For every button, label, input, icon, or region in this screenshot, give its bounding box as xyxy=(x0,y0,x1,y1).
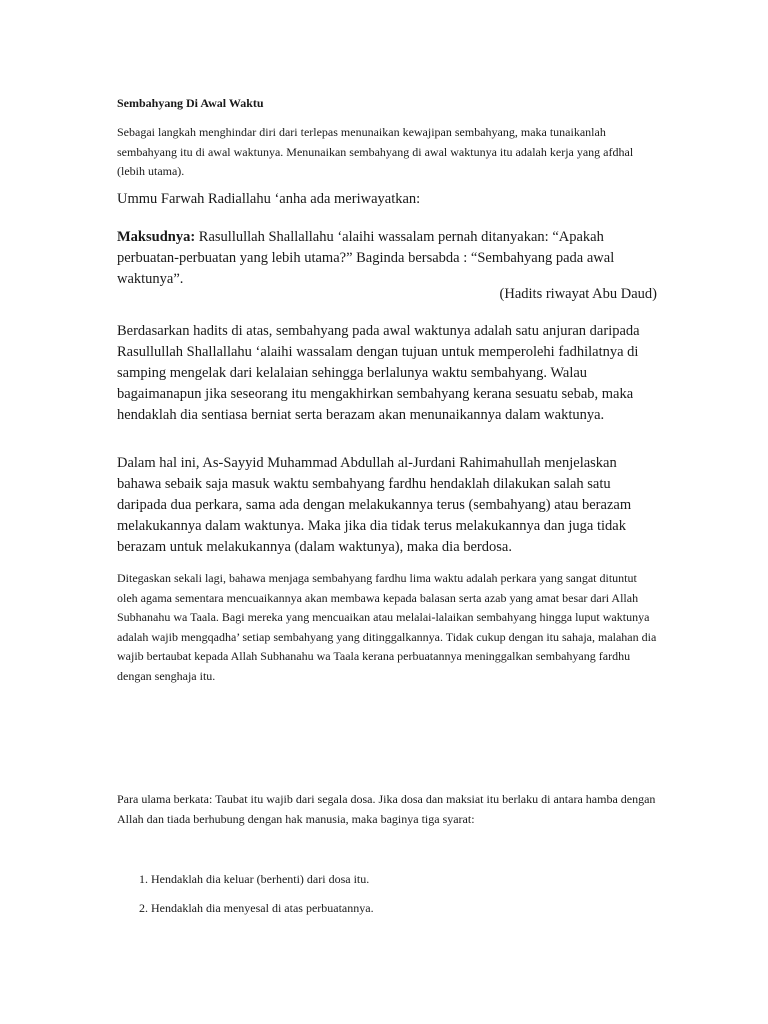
paragraph-2-block xyxy=(117,453,657,558)
paragraph-1: Berdasarkan hadits di atas, sembahyang pada awal waktunya adalah satu anjuran daripada Rasullullah Shallallahu ‘alaihi wassalam dengan tujuan untuk memperolehi fadhilatnya di samping mengelak dari kelalaian sehingga berlalunya waktu sembahyang. Walau bagaimanapun jika seseorang itu mengakhirkan sembahyang kerana sesuatu sebab, maka hendaklah dia sentiasa berniat serta berazam akan menunaikannya dalam waktunya. xyxy=(117,323,640,423)
hadith-source: (Hadits riwayat Abu Daud) xyxy=(499,286,657,302)
intro-block xyxy=(117,123,657,182)
paragraph-4: Para ulama berkata: Taubat itu wajib dari segala dosa. Jika dosa dan maksiat itu berlaku di antara hamba dengan Allah dan tiada berhubung dengan hak manusia, maka baginya tiga syarat: xyxy=(117,792,656,826)
list-item: 1. Hendaklah dia keluar (berhenti) dari dosa itu. xyxy=(139,872,370,886)
paragraph-3-block xyxy=(117,569,657,686)
hadith-source-block xyxy=(117,284,657,305)
paragraph-2: Dalam hal ini, As-Sayyid Muhammad Abdullah al-Jurdani Rahimahullah menjelaskan bahawa sebaik saja masuk waktu sembahyang fardhu hendaklah dilakukan salah satu daripada dua perkara, sama ada dengan melakukannya terus (sembahyang) atau berazam melakukannya dalam waktunya. Maka jika dia tidak terus melakukannya dan juga tidak berazam untuk melakukannya (dalam waktunya), maka dia berdosa. xyxy=(117,455,632,555)
narration-block xyxy=(117,189,657,210)
document-title: Sembahyang Di Awal Waktu xyxy=(117,96,264,110)
conditions-list xyxy=(139,870,639,928)
paragraph-3: Ditegaskan sekali lagi, bahawa menjaga sembahyang fardhu lima waktu adalah perkara yang sangat dituntut oleh agama sementara mencuaikannya akan membawa kepada balasan serta azab yang amat besar dari Allah Subhanahu wa Taala. Bagi mereka yang mencuaikan atau melalai-lalaikan sembahyang hingga luput waktunya adalah wajib mengqadha’ setiap sembahyang yang ditinggalkannya. Tidak cukup dengan itu sahaja, malahan dia wajib bertaubat kepada Allah Subhanahu wa Taala kerana perbuatannya meninggalkan sembahyang fardhu dengan senghaja itu. xyxy=(117,571,657,683)
hadith-meaning-block xyxy=(117,227,657,290)
maksudnya-text: Rasullullah Shallallahu ‘alaihi wassalam pernah ditanyakan: “Apakah perbuatan-perbuatan yang lebih utama?” Baginda bersabda : “Sembahyang pada awal waktunya”. xyxy=(117,229,615,287)
intro-paragraph: Sebagai langkah menghindar diri dari terlepas menunaikan kewajipan sembahyang, maka tunaikanlah sembahyang itu di awal waktunya. Menunaikan sembahyang di awal waktunya itu adalah kerja yang afdhal (lebih utama). xyxy=(117,125,634,178)
hadith-meaning xyxy=(117,227,657,290)
paragraph-1-block xyxy=(117,321,657,426)
narration-line: Ummu Farwah Radiallahu ‘anha ada meriwayatkan: xyxy=(117,191,421,207)
paragraph-4-block xyxy=(117,790,657,829)
list-item: 2. Hendaklah dia menyesal di atas perbuatannya. xyxy=(139,901,374,915)
maksudnya-label: Maksudnya: xyxy=(117,229,196,245)
